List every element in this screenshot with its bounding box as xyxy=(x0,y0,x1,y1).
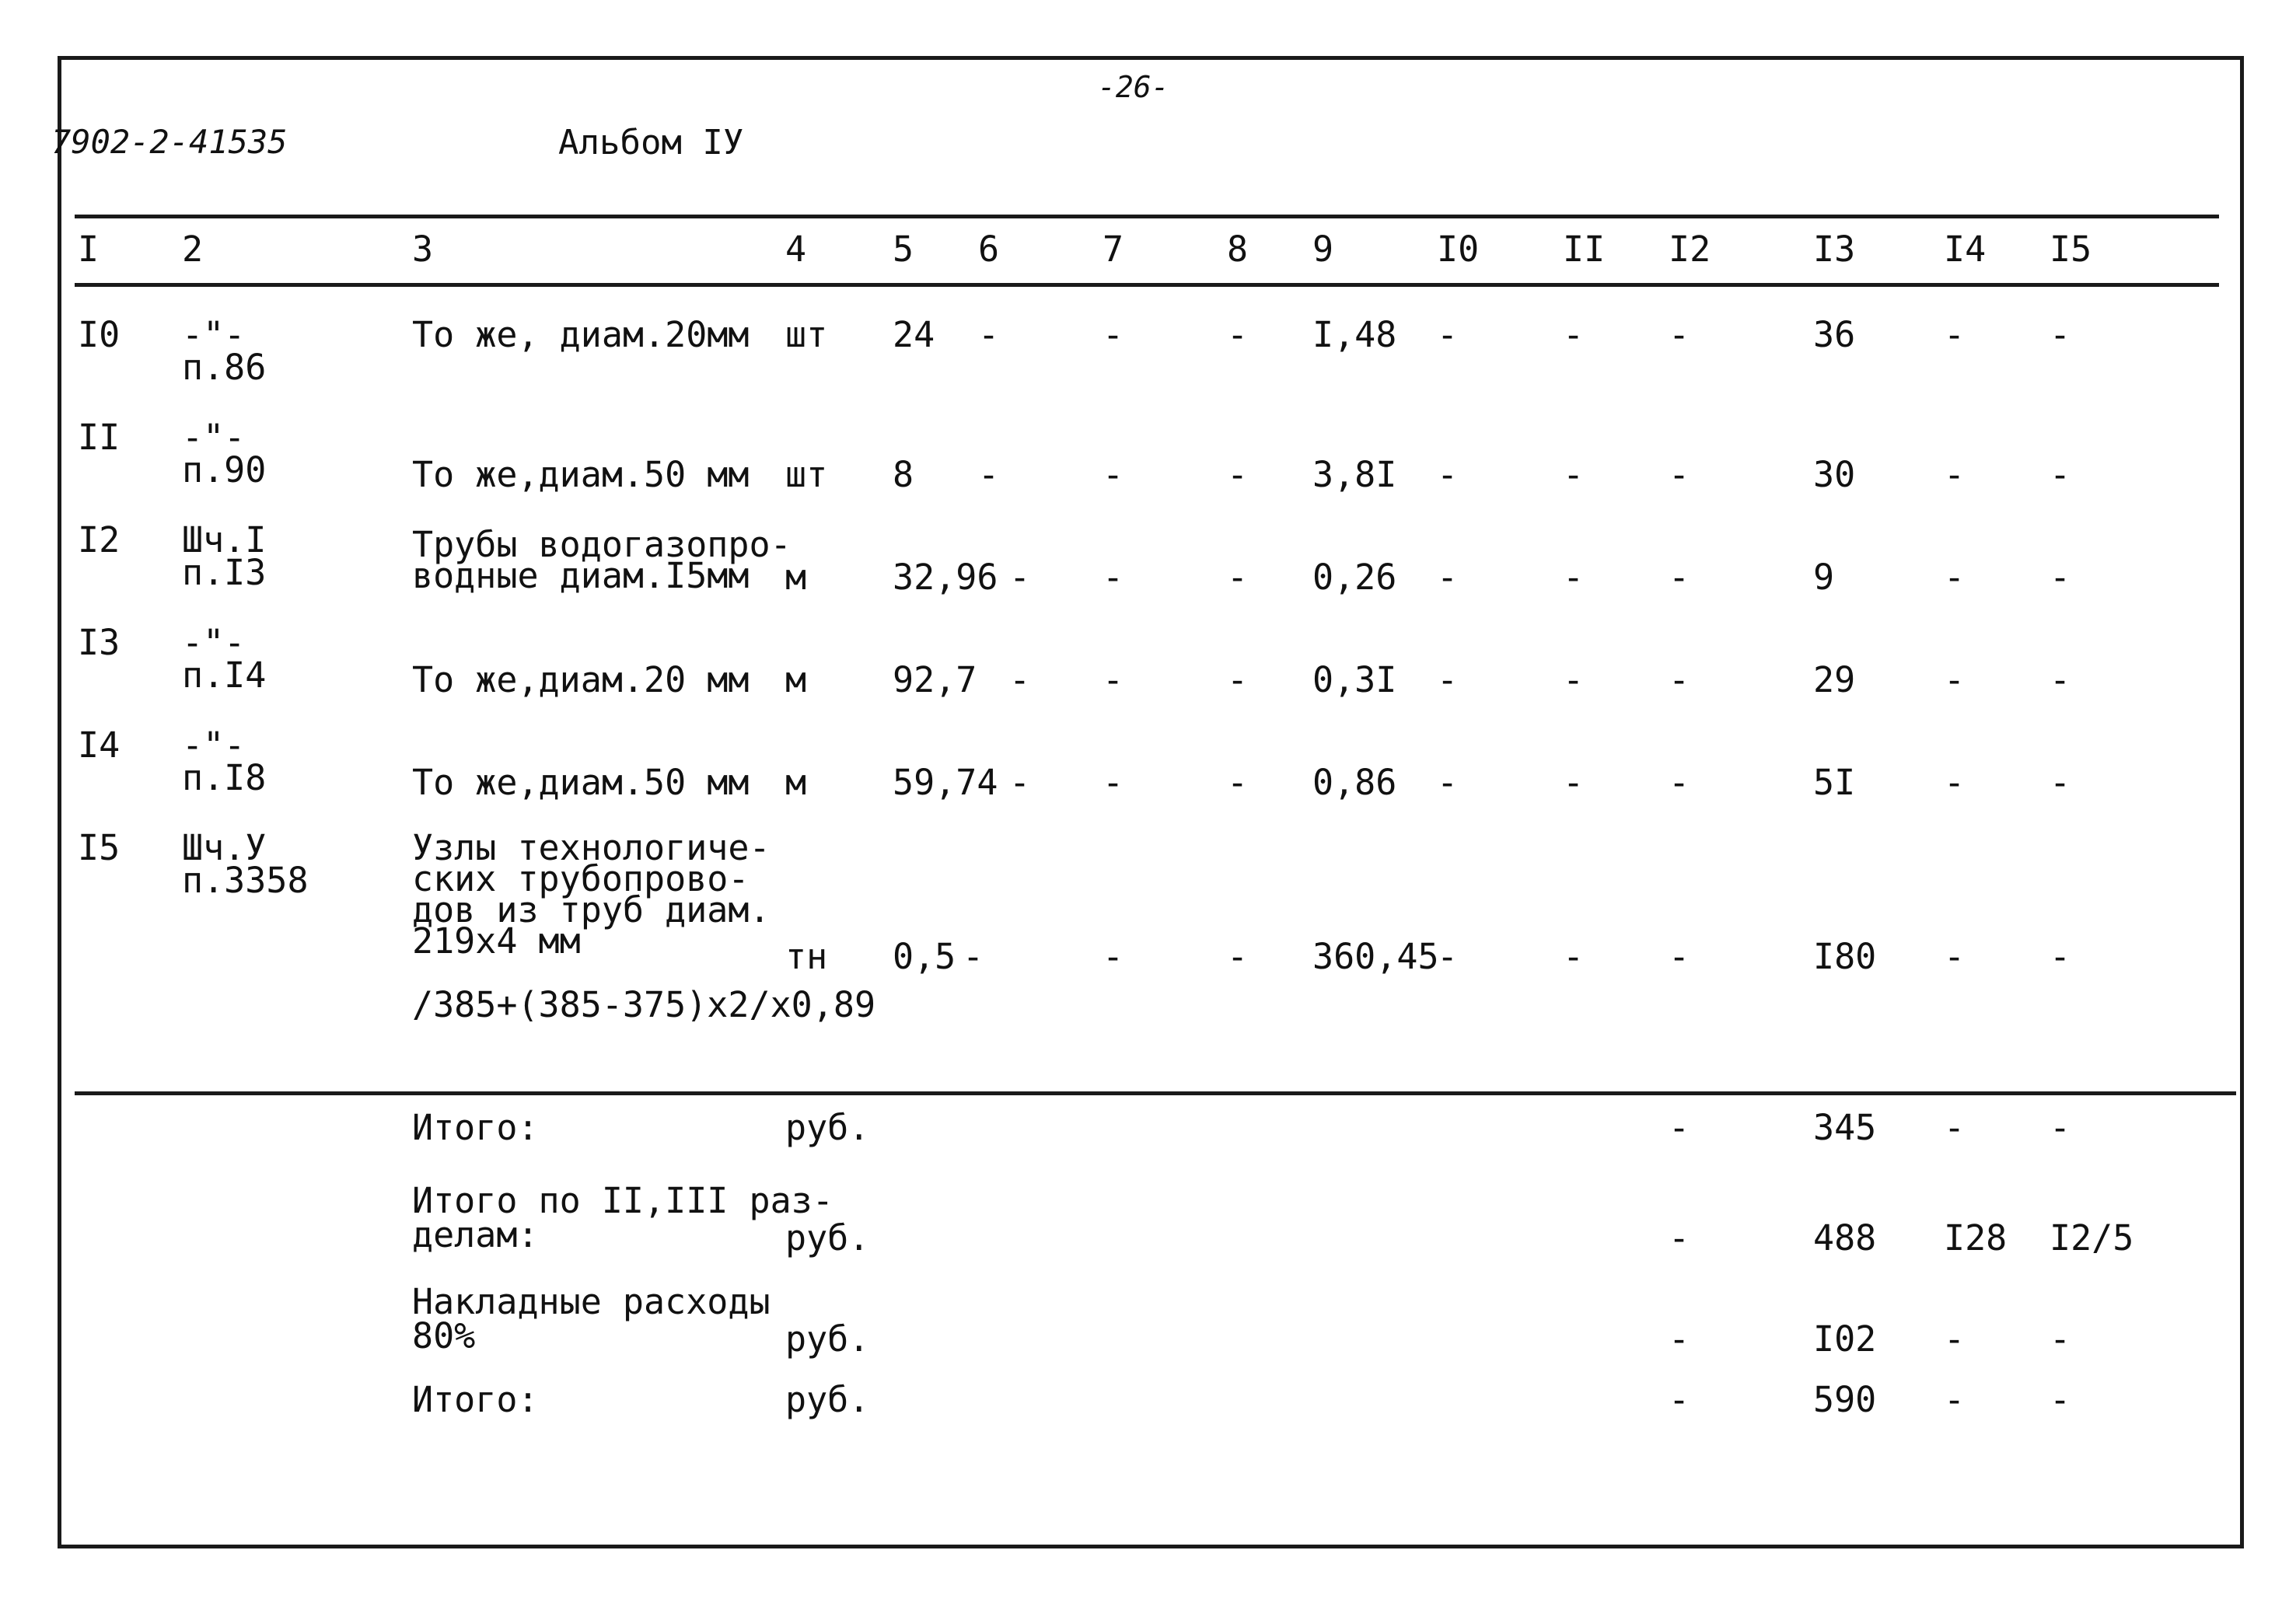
row-cell-c15: - xyxy=(2050,314,2071,355)
row-cell-c7: - xyxy=(1103,314,1124,355)
totals-cell-c15: I2/5 xyxy=(2050,1217,2134,1259)
totals-label: Накладные расходы xyxy=(412,1281,771,1322)
row-cell-c6: - xyxy=(963,936,984,977)
row-cell-c4: м xyxy=(785,762,807,803)
row-reference: -"- xyxy=(182,724,246,766)
row-cell-c12: - xyxy=(1669,936,1690,977)
row-cell-c14: - xyxy=(1944,314,1966,355)
totals-unit: руб. xyxy=(785,1217,870,1259)
column-header-6: 6 xyxy=(978,229,1000,270)
row-number: I0 xyxy=(78,314,121,355)
totals-rule xyxy=(75,1091,2236,1095)
album-title: Альбом IУ xyxy=(558,123,744,162)
row-reference: -"- xyxy=(182,417,246,458)
row-description: Узлы технологиче- xyxy=(412,827,771,868)
row-cell-c8: - xyxy=(1227,762,1249,803)
totals-cell-c14: - xyxy=(1944,1318,1966,1360)
totals-cell-c13: I02 xyxy=(1813,1318,1877,1360)
totals-cell-c15: - xyxy=(2050,1107,2071,1148)
row-cell-c6: - xyxy=(978,454,1000,495)
row-reference: Шч.I xyxy=(182,519,267,560)
row-reference: -"- xyxy=(182,314,246,355)
row-description: Трубы водогазопро- xyxy=(412,524,792,565)
column-header-1: I xyxy=(78,229,100,270)
totals-label: Итого: xyxy=(412,1107,539,1148)
document-code: 7902-2-41535 xyxy=(51,123,288,161)
row-cell-c6: - xyxy=(1009,659,1031,700)
row-cell-c12: - xyxy=(1669,454,1690,495)
row-cell-c4: шт xyxy=(785,454,828,495)
column-header-12: I2 xyxy=(1669,229,1711,270)
row-cell-c10: - xyxy=(1437,454,1459,495)
column-header-4: 4 xyxy=(785,229,807,270)
row-description: 219х4 мм xyxy=(412,920,581,962)
row-cell-c8: - xyxy=(1227,314,1249,355)
header-bottom-rule xyxy=(75,283,2219,287)
column-header-13: I3 xyxy=(1813,229,1856,270)
row-cell-c7: - xyxy=(1103,557,1124,598)
row-reference: п.90 xyxy=(182,449,267,491)
row-cell-c5: 24 xyxy=(893,314,935,355)
row-number: I4 xyxy=(78,724,121,766)
row-cell-c14: - xyxy=(1944,454,1966,495)
row-cell-c5: 59,74 xyxy=(893,762,998,803)
row-cell-c10: - xyxy=(1437,659,1459,700)
row-cell-c15: - xyxy=(2050,557,2071,598)
row-number: I5 xyxy=(78,827,121,868)
row-reference: п.86 xyxy=(182,347,267,388)
row-number: II xyxy=(78,417,121,458)
row-cell-c10: - xyxy=(1437,557,1459,598)
row-cell-c10: - xyxy=(1437,762,1459,803)
row-cell-c5: 0,5 xyxy=(893,936,956,977)
row-cell-c5: 32,96 xyxy=(893,557,998,598)
row-cell-c9: 360,45 xyxy=(1312,936,1439,977)
column-header-7: 7 xyxy=(1103,229,1124,270)
row-cell-c14: - xyxy=(1944,762,1966,803)
totals-cell-c14: - xyxy=(1944,1379,1966,1420)
column-header-5: 5 xyxy=(893,229,914,270)
row-reference: п.3358 xyxy=(182,860,309,901)
row-cell-c12: - xyxy=(1669,557,1690,598)
row-cell-c13: 36 xyxy=(1813,314,1856,355)
row-description: /385+(385-375)х2/х0,89 xyxy=(412,984,876,1025)
row-cell-c11: - xyxy=(1563,454,1585,495)
totals-label: делам: xyxy=(412,1214,539,1255)
row-cell-c11: - xyxy=(1563,314,1585,355)
row-cell-c4: шт xyxy=(785,314,828,355)
column-header-9: 9 xyxy=(1312,229,1334,270)
row-cell-c9: 0,3I xyxy=(1312,659,1397,700)
totals-label: Итого: xyxy=(412,1379,539,1420)
row-cell-c9: 0,26 xyxy=(1312,557,1397,598)
column-header-10: I0 xyxy=(1437,229,1480,270)
row-cell-c14: - xyxy=(1944,557,1966,598)
row-cell-c9: 3,8I xyxy=(1312,454,1397,495)
totals-label: 80% xyxy=(412,1315,476,1356)
column-header-15: I5 xyxy=(2050,229,2092,270)
column-header-14: I4 xyxy=(1944,229,1987,270)
totals-cell-c12: - xyxy=(1669,1379,1690,1420)
row-description: дов из труб диам. xyxy=(412,889,771,930)
totals-cell-c12: - xyxy=(1669,1217,1690,1259)
row-cell-c13: 9 xyxy=(1813,557,1835,598)
row-description: То же,диам.20 мм xyxy=(412,659,750,700)
row-number: I3 xyxy=(78,622,121,663)
totals-unit: руб. xyxy=(785,1379,870,1420)
row-cell-c9: I,48 xyxy=(1312,314,1397,355)
page-frame xyxy=(58,56,2244,1548)
row-cell-c7: - xyxy=(1103,659,1124,700)
column-header-3: 3 xyxy=(412,229,434,270)
row-cell-c7: - xyxy=(1103,762,1124,803)
row-cell-c13: 30 xyxy=(1813,454,1856,495)
row-cell-c11: - xyxy=(1563,659,1585,700)
row-cell-c8: - xyxy=(1227,936,1249,977)
row-cell-c7: - xyxy=(1103,936,1124,977)
row-description: ских трубопрово- xyxy=(412,858,750,899)
row-cell-c4: м xyxy=(785,659,807,700)
row-cell-c12: - xyxy=(1669,314,1690,355)
row-cell-c5: 92,7 xyxy=(893,659,977,700)
totals-cell-c13: 590 xyxy=(1813,1379,1877,1420)
totals-cell-c13: 488 xyxy=(1813,1217,1877,1259)
totals-cell-c12: - xyxy=(1669,1107,1690,1148)
row-description: водные диам.I5мм xyxy=(412,555,750,596)
row-reference: -"- xyxy=(182,622,246,663)
totals-cell-c12: - xyxy=(1669,1318,1690,1360)
row-reference: п.I4 xyxy=(182,655,267,696)
row-cell-c9: 0,86 xyxy=(1312,762,1397,803)
row-reference: п.I8 xyxy=(182,757,267,798)
column-header-11: II xyxy=(1563,229,1606,270)
row-cell-c6: - xyxy=(978,314,1000,355)
row-cell-c5: 8 xyxy=(893,454,914,495)
row-cell-c11: - xyxy=(1563,762,1585,803)
row-number: I2 xyxy=(78,519,121,560)
row-cell-c11: - xyxy=(1563,936,1585,977)
row-cell-c13: 5I xyxy=(1813,762,1856,803)
row-description: То же, диам.20мм xyxy=(412,314,750,355)
totals-unit: руб. xyxy=(785,1318,870,1360)
row-cell-c6: - xyxy=(1009,762,1031,803)
row-description: То же,диам.50 мм xyxy=(412,454,750,495)
totals-cell-c15: - xyxy=(2050,1318,2071,1360)
column-header-8: 8 xyxy=(1227,229,1249,270)
totals-unit: руб. xyxy=(785,1107,870,1148)
row-cell-c10: - xyxy=(1437,314,1459,355)
row-description: То же,диам.50 мм xyxy=(412,762,750,803)
totals-label: Итого по II,III раз- xyxy=(412,1180,833,1221)
row-cell-c10: - xyxy=(1437,936,1459,977)
column-header-2: 2 xyxy=(182,229,204,270)
row-reference: Шч.У xyxy=(182,827,267,868)
row-cell-c8: - xyxy=(1227,454,1249,495)
row-cell-c15: - xyxy=(2050,762,2071,803)
totals-cell-c14: I28 xyxy=(1944,1217,2008,1259)
header-top-rule xyxy=(75,215,2219,218)
row-cell-c8: - xyxy=(1227,557,1249,598)
row-cell-c13: I80 xyxy=(1813,936,1877,977)
row-cell-c11: - xyxy=(1563,557,1585,598)
row-cell-c15: - xyxy=(2050,659,2071,700)
row-cell-c15: - xyxy=(2050,936,2071,977)
row-cell-c4: м xyxy=(785,557,807,598)
row-cell-c7: - xyxy=(1103,454,1124,495)
totals-cell-c15: - xyxy=(2050,1379,2071,1420)
row-cell-c8: - xyxy=(1227,659,1249,700)
row-cell-c12: - xyxy=(1669,762,1690,803)
row-reference: п.I3 xyxy=(182,552,267,593)
totals-cell-c13: 345 xyxy=(1813,1107,1877,1148)
row-cell-c15: - xyxy=(2050,454,2071,495)
page-number: -26- xyxy=(1098,70,1169,104)
row-cell-c12: - xyxy=(1669,659,1690,700)
row-cell-c14: - xyxy=(1944,659,1966,700)
row-cell-c4: тн xyxy=(785,936,828,977)
totals-cell-c14: - xyxy=(1944,1107,1966,1148)
row-cell-c13: 29 xyxy=(1813,659,1856,700)
row-cell-c14: - xyxy=(1944,936,1966,977)
row-cell-c6: - xyxy=(1009,557,1031,598)
